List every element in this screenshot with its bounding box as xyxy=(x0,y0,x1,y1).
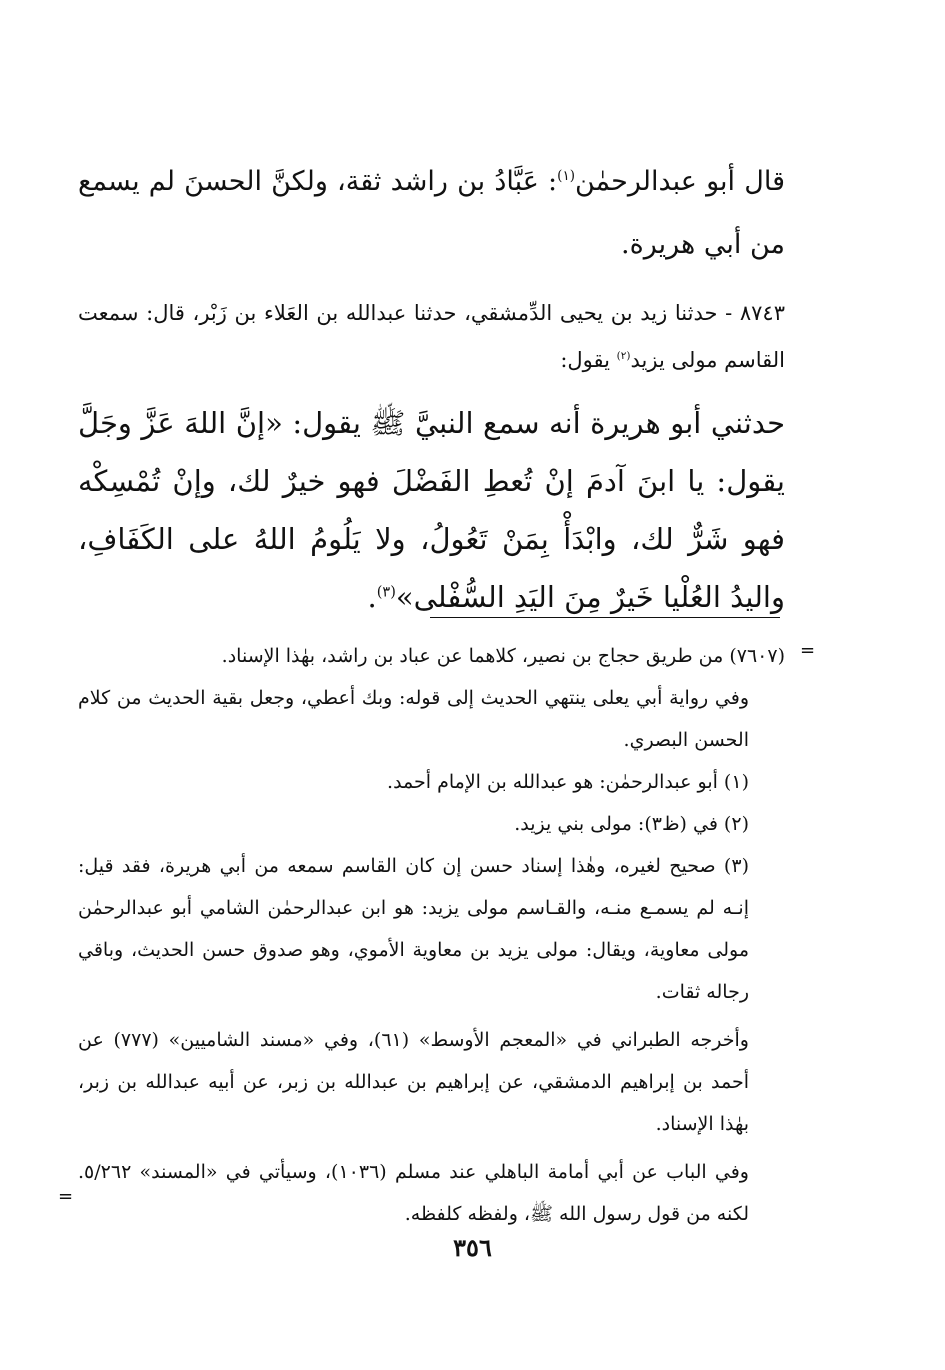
matn-end: . xyxy=(367,580,377,614)
paragraph-commentary xyxy=(78,150,785,276)
footnote-2: (٢) في (ظ٣): مولى بني يزيد. xyxy=(514,813,749,835)
footnote-divider xyxy=(430,617,780,618)
isnad-text: ٨٧٤٣ - حدثنا زيد بن يحيى الدِّمشقي، حدثنا عبدالله بن العَلاء بن زَبْر، قال: سمعت القاسم مولى يزيد xyxy=(78,301,785,372)
commentary-rest: : عَبَّادُ بن راشد ثقة، ولكنَّ الحسنَ لم يسمع من أبي هريرة. xyxy=(78,166,785,260)
continuation-mark-top: = xyxy=(800,640,816,661)
continuation-mark-bottom: = xyxy=(58,1186,74,1207)
footnote-3: (٣) صحيح لغيره، وهٰذا إسناد حسن إن كان القاسم سمعه من أبي هريرة، فقد قيل: إنـه لم يسمـع منـه، والقـاسم مولى يزيد: هو ابن عبدالرحمٰن الشامي أبو عبدالرحمٰن مولى معاوية، ويقال: مولى يزيد بن معاوية الأموي، وهو صدوق حسن الحديث، وباقي رجاله ثقات. xyxy=(78,855,749,1003)
footnote-ref-2: (٢) xyxy=(616,350,631,362)
paragraph-isnad xyxy=(78,290,785,384)
footnote-continued: (٧٦٠٧) من طريق حجاج بن نصير، كلاهما عن عباد بن راشد، بهٰذا الإسناد. xyxy=(221,645,785,667)
commentary-text: قال أبو عبدالرحمٰن xyxy=(575,166,785,197)
footnote-ref-1: (١) xyxy=(557,168,575,184)
footnotes xyxy=(78,635,785,1235)
footnote-3-takhrij: وأخرجه الطبراني في «المعجم الأوسط» (٦١)، وفي «مسند الشاميين» (٧٧٧) عن أحمد بن إبراهيم الدمشقي، عن إبراهيم بن عبدالله بن زبر، عن أبيه عبدالله بن زبر، بهٰذا الإسناد. xyxy=(78,1029,749,1135)
page-number: ٣٥٦ xyxy=(453,1233,492,1262)
footnote-1: (١) أبو عبدالرحمٰن: هو عبدالله بن الإمام أحمد. xyxy=(387,771,749,793)
matn-text: حدثني أبو هريرة أنه سمع النبيَّ ﷺ يقول: «إنَّ اللهَ عَزَّ وجَلَّ يقول: يا ابنَ آدمَ إنْ تُعطِ الفَضْلَ فهو خيرٌ لك، وإنْ تُمْسِكْه فهو شَرٌّ لك، وابْدَأْ بِمَنْ تَعُولُ، ولا يَلُومُ اللهُ على الكَفَافِ، واليدُ العُلْيا خَيرٌ مِنَ اليَدِ السُّفْلى» xyxy=(78,406,785,614)
main-text xyxy=(78,150,785,626)
footnote-note: وفي رواية أبي يعلى ينتهي الحديث إلى قوله: وبك أعطي، وجعل بقية الحديث من كلام الحسن البصري. xyxy=(78,687,749,751)
isnad-rest: يقول: xyxy=(560,348,617,372)
footnote-3-bab: وفي الباب عن أبي أمامة الباهلي عند مسلم (١٠٣٦)، وسيأتي في «المسند» ٥/٢٦٢. لكنه من قول رسول الله ﷺ، ولفظه كلفظه. xyxy=(78,1161,749,1225)
footnote-ref-3: (٣) xyxy=(376,584,396,601)
paragraph-matn xyxy=(78,394,785,626)
